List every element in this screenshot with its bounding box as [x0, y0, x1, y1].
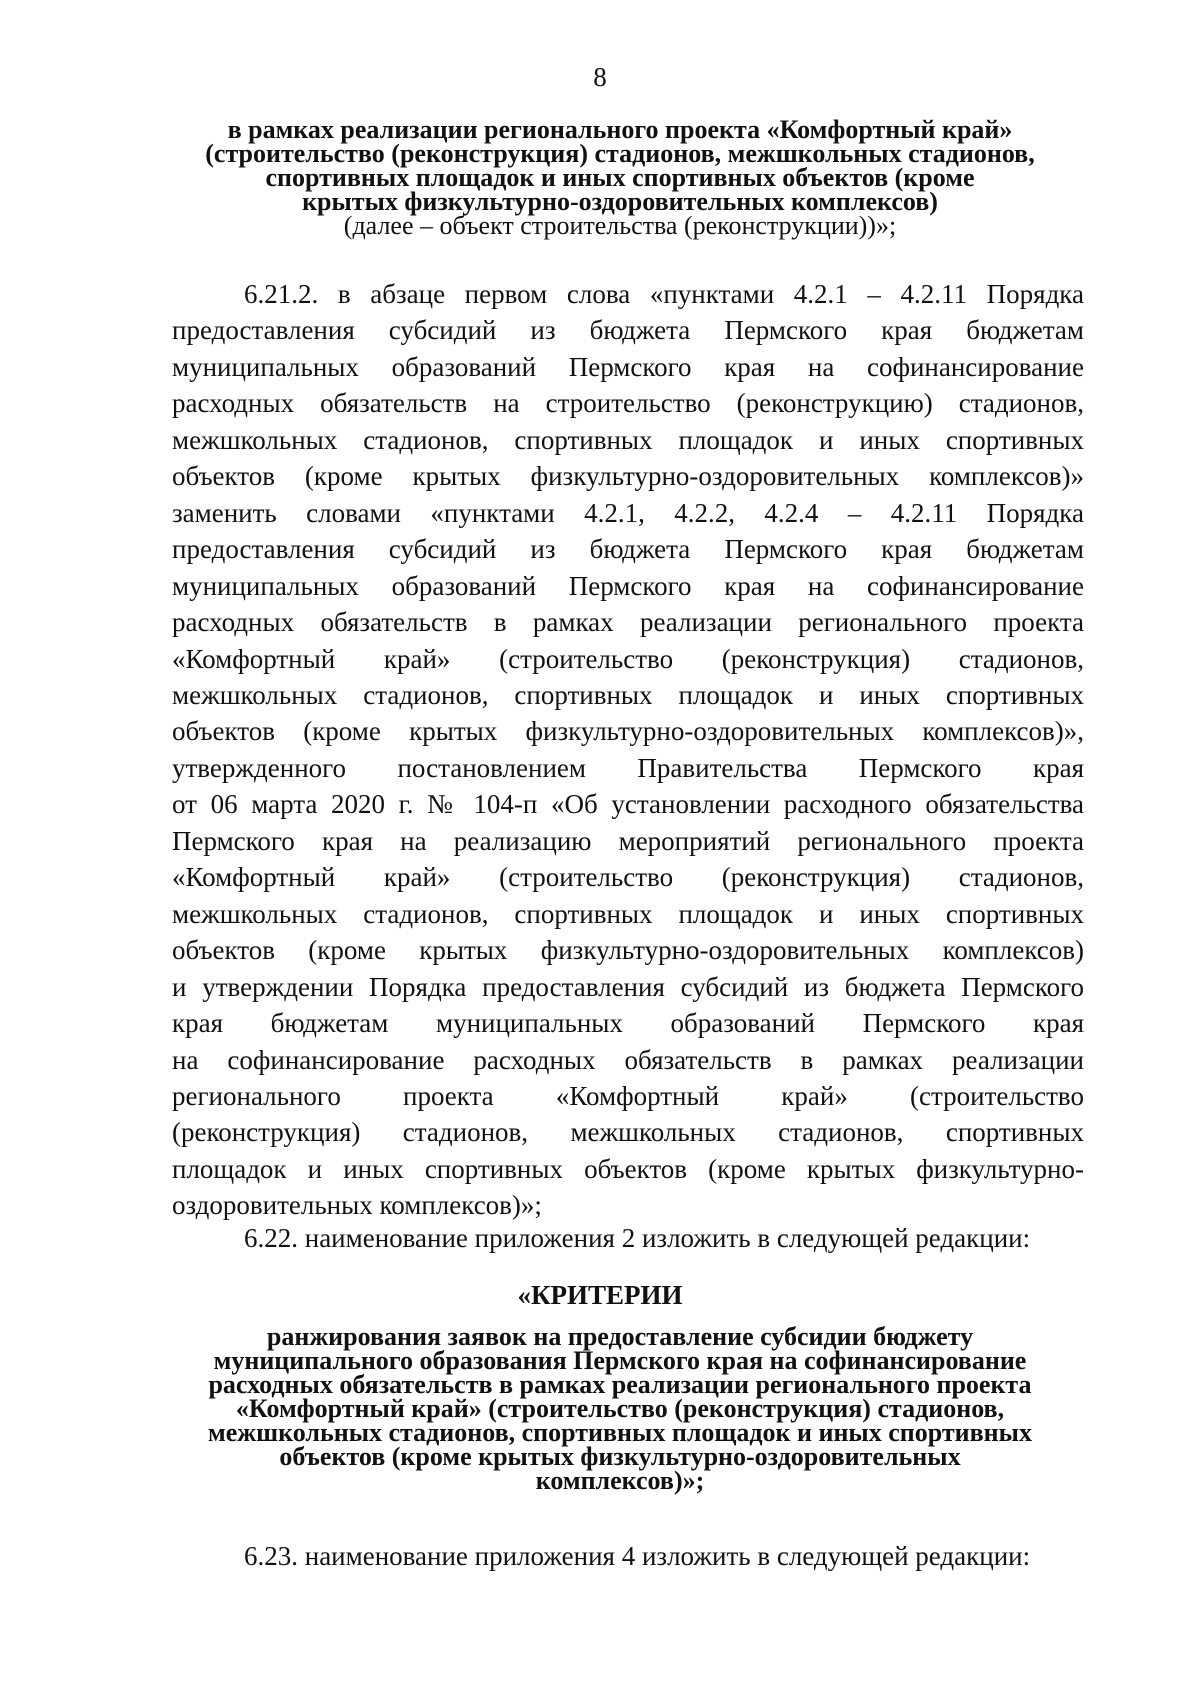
- paragraph-line: муниципальных образований Пермского края на софинансирование: [172, 351, 1084, 382]
- paragraph-line: объектов (кроме крытых физкультурно-оздоровительных комплексов)»: [172, 461, 1084, 492]
- paragraph-line: расходных обязательств на строительство (реконструкцию) стадионов,: [172, 388, 1084, 419]
- paragraph-line: заменить словами «пунктами 4.2.1, 4.2.2, 4.2.4 – 4.2.11 Порядка: [172, 497, 1084, 528]
- paragraph-6-23: 6.23. наименование приложения 4 изложить в следующей редакции:: [244, 1541, 1031, 1571]
- paragraph-line: регионального проекта «Комфортный край» (строительство: [172, 1080, 1084, 1111]
- page-number: 8: [593, 62, 607, 92]
- paragraph-6-21-2: [172, 276, 1084, 1224]
- paragraph-line: 6.21.2. в абзаце первом слова «пунктами 4.2.1 – 4.2.11 Порядка: [244, 279, 1084, 309]
- paragraph-line: на софинансирование расходных обязательств в рамках реализации: [172, 1044, 1084, 1075]
- heading-line: крытых физкультурно-оздоровительных комплексов): [302, 187, 938, 216]
- paragraph-line: муниципальных образований Пермского края на софинансирование: [172, 570, 1084, 601]
- section-heading: [120, 115, 1120, 240]
- paragraph-line: от 06 марта 2020 г. № 104-п «Об установлении расходного обязательства: [172, 789, 1084, 820]
- paragraph-line: межшкольных стадионов, спортивных площадок и иных спортивных: [172, 679, 1084, 710]
- paragraph-line: утвержденного постановлением Правительства Пермского края: [172, 752, 1084, 783]
- paragraph-line: (реконструкция) стадионов, межшкольных стадионов, спортивных: [172, 1117, 1084, 1148]
- criteria-heading: [120, 1322, 1120, 1495]
- paragraph-line: предоставления субсидий из бюджета Пермского края бюджетам: [172, 315, 1084, 346]
- paragraph-line: «Комфортный край» (строительство (реконструкция) стадионов,: [172, 643, 1084, 674]
- paragraph-line: объектов (кроме крытых физкультурно-оздоровительных комплексов): [172, 935, 1084, 966]
- heading-line: объектов (кроме крытых физкультурно-оздоровительных: [279, 1442, 961, 1471]
- paragraph-line: расходных обязательств в рамках реализации регионального проекта: [172, 607, 1084, 638]
- heading-tail: (далее – объект строительства (реконструкции))»;: [343, 211, 897, 240]
- heading-line: (строительство (реконструкция) стадионов, межшкольных стадионов,: [205, 139, 1035, 168]
- paragraph-line: и утверждении Порядка предоставления субсидий из бюджета Пермского: [172, 971, 1084, 1002]
- paragraph-line: края бюджетам муниципальных образований Пермского края: [172, 1008, 1084, 1039]
- paragraph-line: межшкольных стадионов, спортивных площадок и иных спортивных: [172, 424, 1084, 455]
- paragraph-line: оздоровительных комплексов)»;: [172, 1190, 542, 1221]
- heading-line: расходных обязательств в рамках реализации регионального проекта: [208, 1370, 1032, 1399]
- heading-line: в рамках реализации регионального проекта «Комфортный край»: [227, 115, 1013, 144]
- paragraph-line: площадок и иных спортивных объектов (кроме крытых физкультурно-: [172, 1153, 1084, 1184]
- paragraph-line: Пермского края на реализацию мероприятий регионального проекта: [172, 825, 1084, 856]
- criteria-title: «КРИТЕРИИ: [517, 1280, 683, 1310]
- heading-line: ранжирования заявок на предоставление субсидии бюджету: [266, 1322, 974, 1351]
- paragraph-line: межшкольных стадионов, спортивных площадок и иных спортивных: [172, 898, 1084, 929]
- heading-line: межшкольных стадионов, спортивных площадок и иных спортивных: [208, 1418, 1032, 1447]
- paragraph-line: объектов (кроме крытых физкультурно-оздоровительных комплексов)»,: [172, 716, 1084, 747]
- paragraph-line: предоставления субсидий из бюджета Пермского края бюджетам: [172, 534, 1084, 565]
- heading-line: комплексов)»;: [535, 1466, 705, 1495]
- heading-line: «Комфортный край» (строительство (реконструкция) стадионов,: [235, 1394, 1005, 1423]
- heading-line: спортивных площадок и иных спортивных объектов (кроме: [265, 163, 975, 192]
- heading-line: муниципального образования Пермского края на софинансирование: [213, 1346, 1027, 1375]
- paragraph-6-22: 6.22. наименование приложения 2 изложить в следующей редакции:: [244, 1223, 1031, 1253]
- paragraph-line: «Комфортный край» (строительство (реконструкция) стадионов,: [172, 862, 1084, 893]
